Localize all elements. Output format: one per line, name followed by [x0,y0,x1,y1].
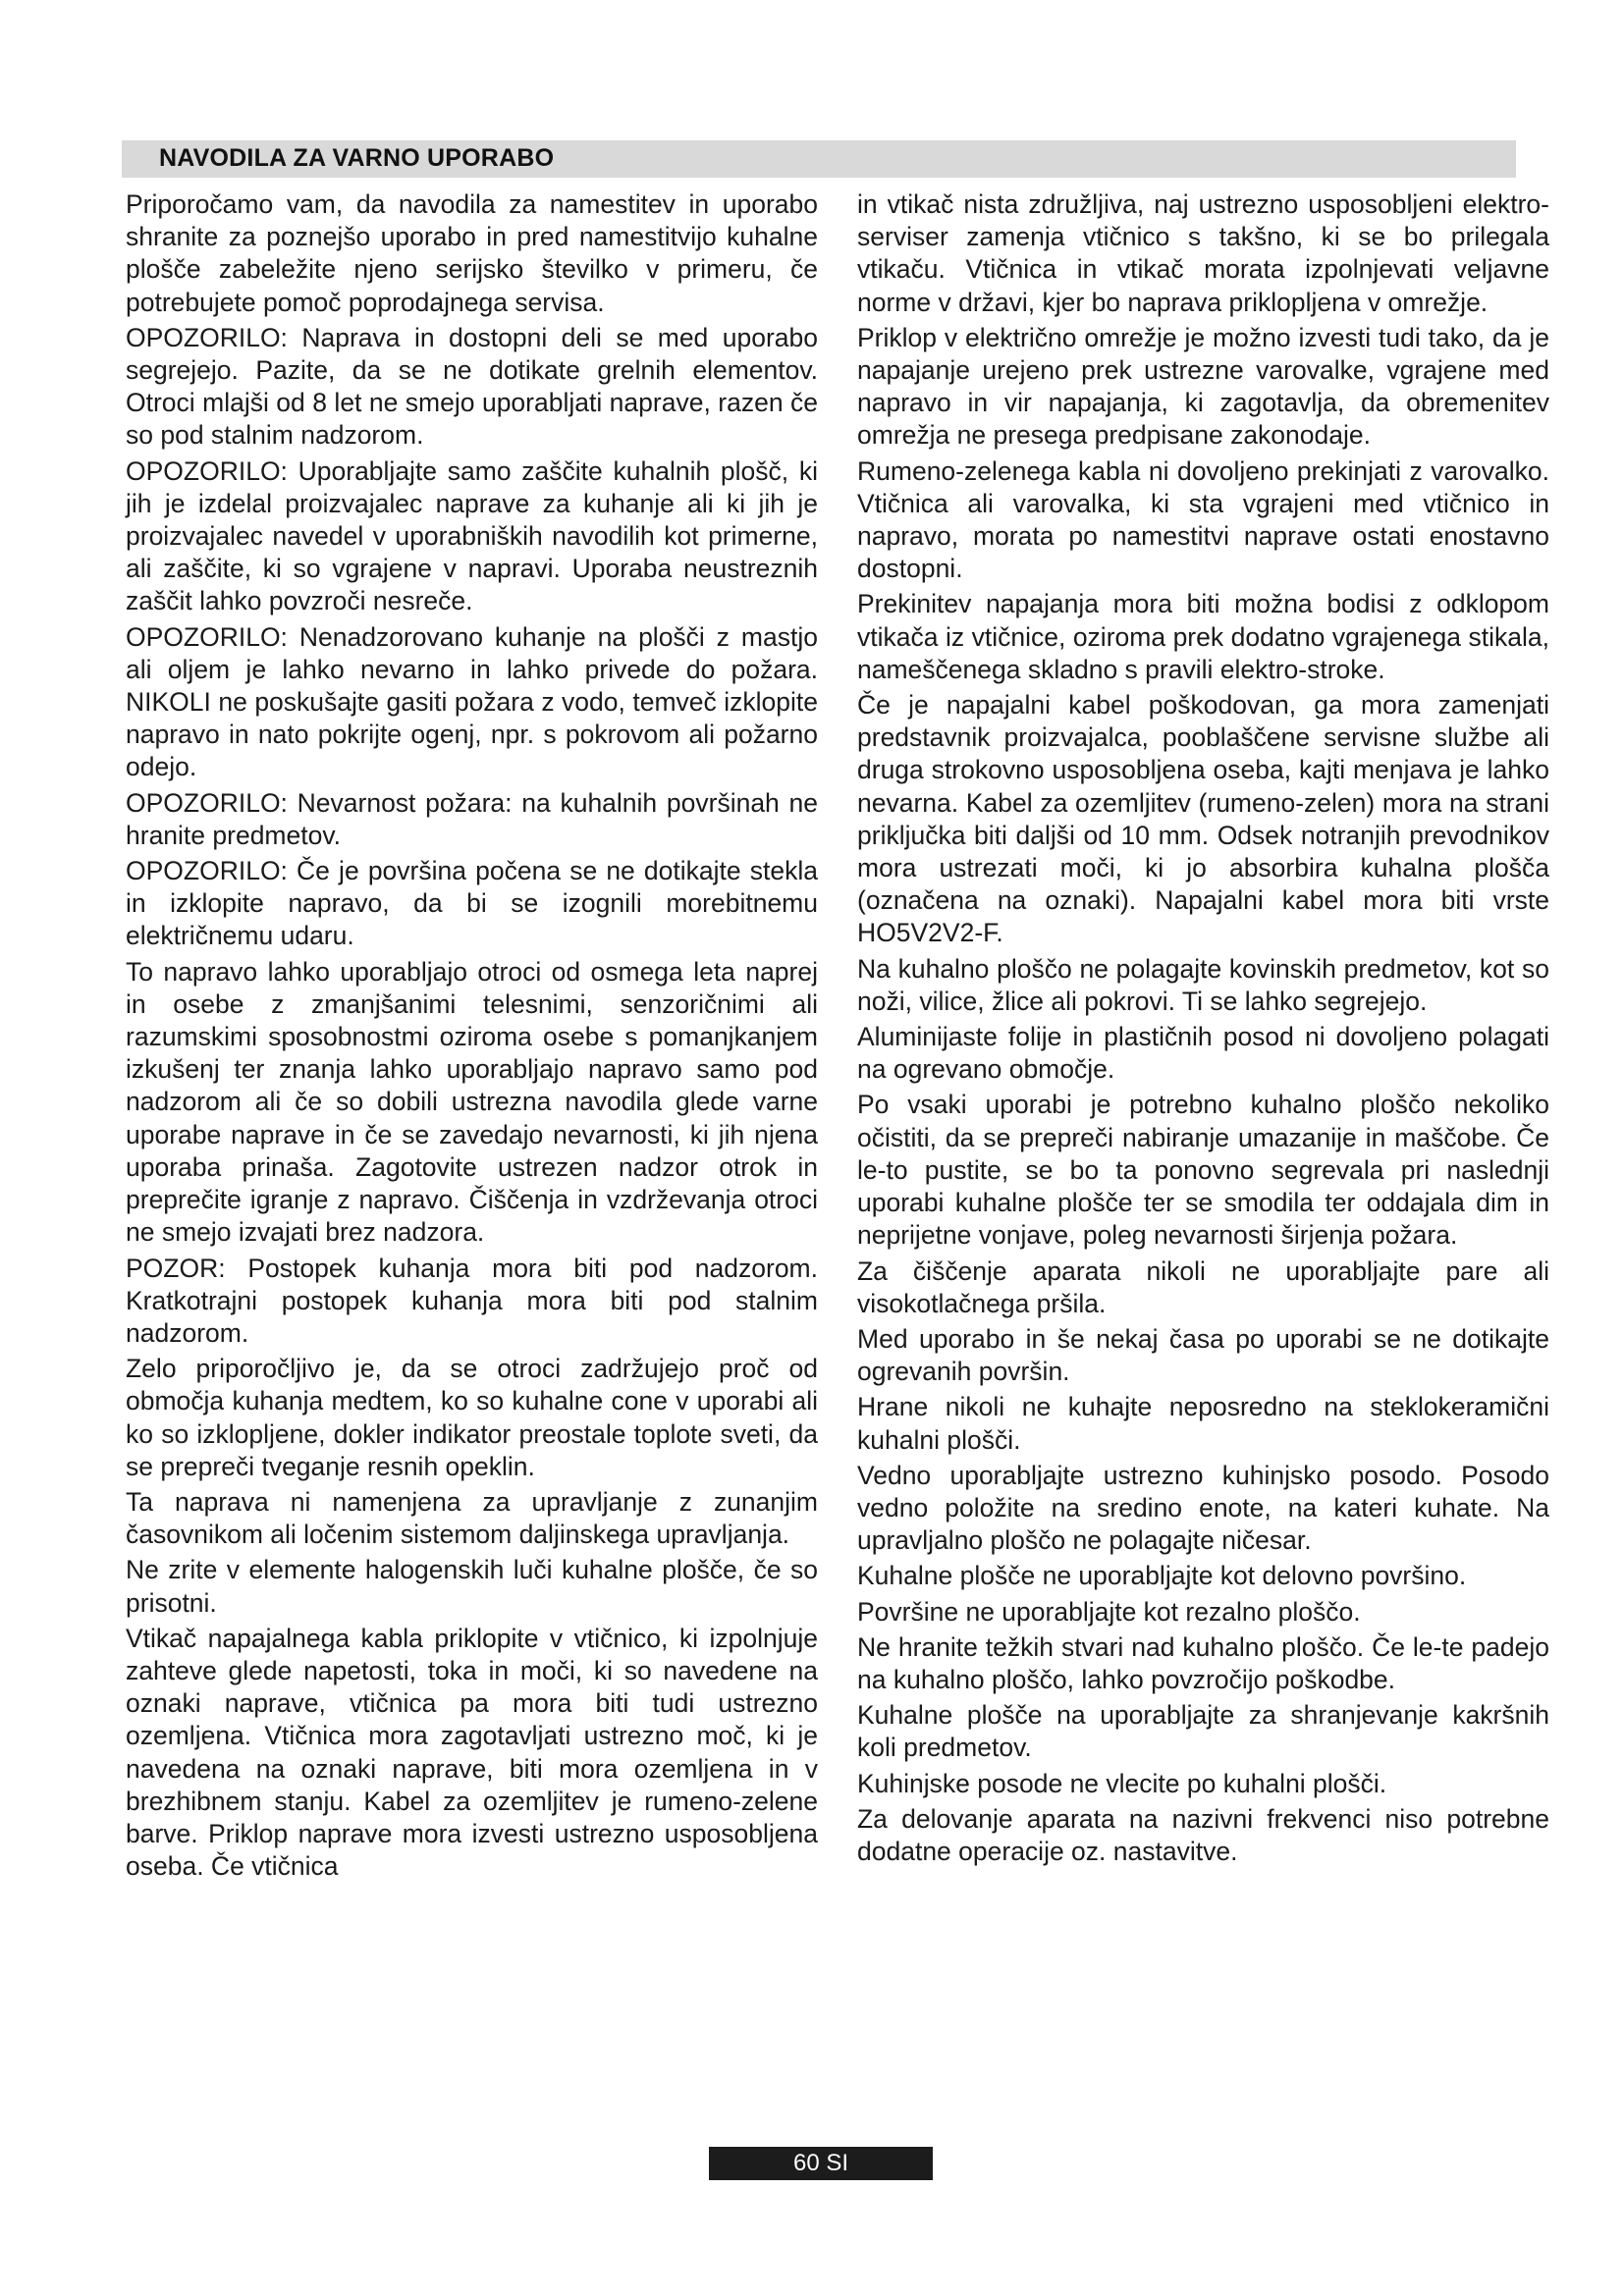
paragraph: Površine ne uporabljajte kot rezalno ploščo. [857,1596,1361,1627]
paragraph: OPOZORILO: Nevarnost požara: na kuhalnih površinah ne hranite predmetov. [126,787,818,850]
paragraph: Zelo priporočljivo je, da se otroci zadržujejo proč od območja kuhanja medtem, ko so kuhalne cone v uporabi ali ko so izklopljene, dokler indikator preostale toplote sveti, da se prepreči tveganje resnih opeklin. [126,1354,818,1481]
paragraph: Za čiščenje aparata nikoli ne uporabljajte pare ali visokotlačnega pršila. [857,1255,1549,1318]
paragraph: Kuhalne plošče ne uporabljajte kot delovno površino. [857,1561,1467,1591]
paragraph: Za delovanje aparata na nazivni frekvenci niso potrebne dodatne operacije oz. nastavitve. [857,1803,1549,1866]
paragraph: Hrane nikoli ne kuhajte neposredno na steklokeramični kuhalni plošči. [857,1392,1549,1455]
paragraph: Aluminijaste folije in plastičnih posod ni dovoljeno polagati na ogrevano območje. [857,1022,1549,1085]
paragraph: Po vsaki uporabi je potrebno kuhalno ploščo nekoliko očistiti, da se prepreči nabiranje umazanije in maščobe. Če le-to pustite, se bo ta ponovno segrevala pri naslednji uporabi kuhalne plošče ter se smodila ter oddajala dim in neprijetne vonjave, poleg nevarnosti širjenja požara. [857,1090,1549,1251]
paragraph: OPOZORILO: Naprava in dostopni deli se med uporabo segrejejo. Pazite, da se ne dotikate grelnih elementov. Otroci mlajši od 8 let ne smejo uporabljati naprave, razen če so pod stalnim nadzorom. [126,322,818,451]
paragraph: Kuhinjske posode ne vlecite po kuhalni plošči. [857,1768,1387,1798]
paragraph: Ta naprava ni namenjena za upravljanje z zunanjim časovnikom ali ločenim sistemom daljinskega upravljanja. [126,1486,818,1550]
paragraph: OPOZORILO: Nenadzorovano kuhanje na plošči z mastjo ali oljem je lahko nevarno in lahko privede do požara. NIKOLI ne poskušajte gasiti požara z vodo, temveč izklopite napravo in nato pokrijte ogenj, npr. s pokrovom ali požarno odejo. [126,621,818,782]
paragraph: in vtikač nista združljiva, naj ustrezno usposobljeni elektro-serviser zamenja vtičnico s takšno, ki se bo prilegala vtikaču. Vtičnica in vtikač morata izpolnjevati veljavne norme v državi, kjer bo naprava priklopljena v omrežje. [857,189,1549,317]
paragraph: Kuhalne plošče na uporabljajte za shranjevanje kakršnih koli predmetov. [857,1700,1549,1763]
paragraph: Rumeno-zelenega kabla ni dovoljeno prekinjati z varovalko. Vtičnica ali varovalka, ki sta vgrajeni med vtičnico in napravo, morata po namestitvi naprave ostati enostavno dostopni. [857,455,1549,584]
paragraph: Ne zrite v elemente halogenskih luči kuhalne plošče, če so prisotni. [126,1555,818,1618]
paragraph: POZOR: Postopek kuhanja mora biti pod nadzorom. Kratkotrajni postopek kuhanja mora biti pod stalnim nadzorom. [126,1253,818,1348]
left-column [126,188,818,1886]
paragraph: Ne hranite težkih stvari nad kuhalno ploščo. Če le-te padejo na kuhalno ploščo, lahko povzročijo poškodbe. [857,1631,1549,1694]
paragraph: Če je napajalni kabel poškodovan, ga mora zamenjati predstavnik proizvajalca, pooblaščene servisne službe ali druga strokovno usposobljena oseba, kajti menjava je lahko nevarna. Kabel za ozemljitev (rumeno-zelen) mora na strani priključka biti daljši od 10 mm. Odsek notranjih prevodnikov mora ustrezati moči, ki jo absorbira kuhalna plošča (označena na oznaki). Napajalni kabel mora biti vrste HO5V2V2-F. [857,690,1549,948]
paragraph: Vedno uporabljajte ustrezno kuhinjsko posodo. Posodo vedno položite na sredino enote, na kateri kuhate. Na upravljalno ploščo ne polagajte ničesar. [857,1460,1549,1556]
paragraph: To napravo lahko uporabljajo otroci od osmega leta naprej in osebe z zmanjšanimi telesnimi, senzoričnimi ali razumskimi sposobnostmi oziroma osebe s pomanjkanjem izkušenj ter znanja lahko uporabljajo napravo samo pod nadzorom ali če so dobili ustrezna navodila glede varne uporabe naprave in če se zavedajo nevarnosti, ki jih njena uporaba prinaša. Zagotovite ustrezen nadzor otrok in preprečite igranje z napravo. Čiščenja in vzdrževanja otroci ne smejo izvajati brez nadzora. [126,956,818,1248]
paragraph: Na kuhalno ploščo ne polagajte kovinskih predmetov, kot so noži, vilice, žlice ali pokrovi. Ti se lahko segrejejo. [857,953,1549,1016]
page-number: 60 SI [709,2147,933,2180]
right-column [857,188,1549,1871]
paragraph: Priklop v električno omrežje je možno izvesti tudi tako, da je napajanje urejeno prek ustrezne varovalke, vgrajene med napravo in vir napajanja, ki zagotavlja, da obremenitev omrežja ne presega predpisane zakonodaje. [857,322,1549,451]
paragraph: Med uporabo in še nekaj časa po uporabi se ne dotikajte ogrevanih površin. [857,1323,1549,1387]
paragraph: Priporočamo vam, da navodila za namestitev in uporabo shranite za poznejšo uporabo in pred namestitvijo kuhalne plošče zabeležite njeno serijsko številko v primeru, če potrebujete pomoč poprodajnega servisa. [126,189,818,317]
paragraph: Vtikač napajalnega kabla priklopite v vtičnico, ki izpolnjuje zahteve glede napetosti, toka in moči, ki so navedene na oznaki naprave, vtičnica pa mora biti tudi ustrezno ozemljena. Vtičnica mora zagotavljati ustrezno moč, ki je navedena na oznaki naprave, biti mora ozemljena in v brezhibnem stanju. Kabel za ozemljitev je rumeno-zelene barve. Priklop naprave mora izvesti ustrezno usposobljena oseba. Če vtičnica [126,1623,818,1882]
paragraph: OPOZORILO: Uporabljajte samo zaščite kuhalnih plošč, ki jih je izdelal proizvajalec naprave za kuhanje ali ki jih je proizvajalec navedel v uporabniških navodilih kot primerne, ali zaščite, ki so vgrajene v napravi. Uporaba neustreznih zaščit lahko povzroči nesreče. [126,455,818,616]
section-title: NAVODILA ZA VARNO UPORABO [159,144,555,172]
paragraph: Prekinitev napajanja mora biti možna bodisi z odklopom vtikača iz vtičnice, oziroma prek dodatno vgrajenega stikala, nameščenega skladno s pravili elektro-stroke. [857,589,1549,684]
section-header-bar [122,140,1516,178]
paragraph: OPOZORILO: Če je površina počena se ne dotikajte stekla in izklopite napravo, da bi se izognili morebitnemu električnemu udaru. [126,856,818,951]
